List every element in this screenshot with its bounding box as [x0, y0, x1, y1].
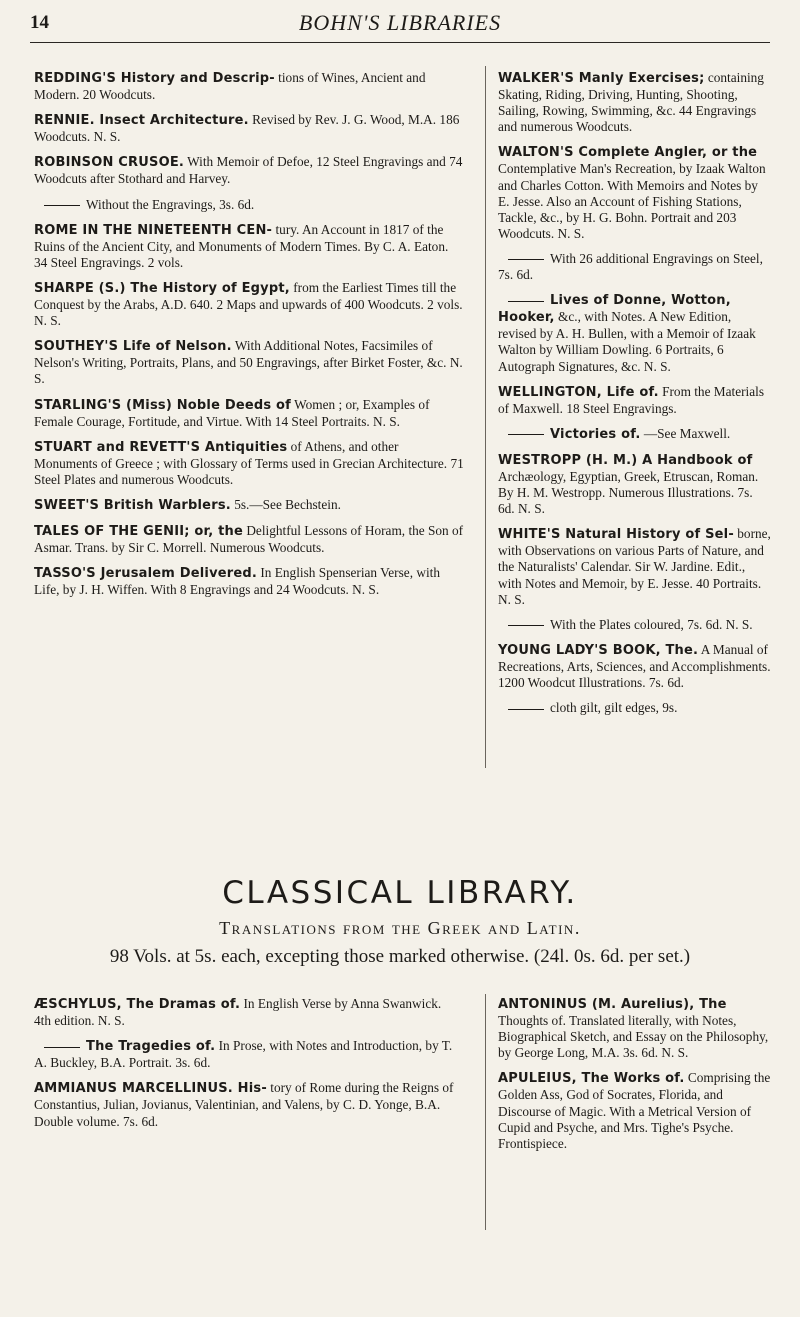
ditto-dash	[44, 1047, 80, 1048]
entry-description: With Memoir of Defoe, 12 Steel Engravings and 74 Woodcuts after Stothard and Harvey.	[34, 154, 463, 187]
catalogue-entry	[34, 222, 464, 271]
entry-heading: YOUNG LADY'S BOOK, The.	[498, 642, 699, 658]
catalogue-entry	[498, 251, 772, 283]
page-number: 14	[30, 12, 49, 33]
catalogue-entry	[498, 700, 772, 716]
classical-left-column	[34, 996, 458, 1139]
entry-heading: REDDING'S History and Descrip-	[34, 71, 275, 86]
entry-description: from the Earliest Times till the Conquest by the Arabs, A.D. 640. 2 Maps and upwards of 400 Woodcuts. 2 vols. N. S.	[34, 279, 463, 329]
classical-right-column	[498, 996, 772, 1161]
left-column	[34, 70, 464, 607]
entry-description: of Athens, and other Monuments of Greece ; with Glossary of Terms used in Grecian Architecture. 71 Steel Plates and numerous Woodcuts.	[34, 438, 464, 487]
entry-heading: TALES OF THE GENII; or, the	[34, 524, 243, 540]
section-title: CLASSICAL LIBRARY.	[222, 875, 578, 911]
catalogue-entry	[34, 280, 464, 329]
entry-heading: RENNIE. Insect Architecture.	[34, 113, 249, 129]
entry-description: With 26 additional Engravings on Steel, 7s. 6d.	[498, 250, 763, 283]
catalogue-entry	[34, 497, 464, 514]
ditto-dash	[508, 301, 544, 302]
entry-description: cloth gilt, gilt edges, 9s.	[550, 700, 678, 716]
entry-description: In English Spenserian Verse, with Life, by J. H. Wiffen. With 8 Engravings and 24 Woodcuts. N. S.	[34, 565, 440, 598]
entry-description: Contemplative Man's Recreation, by Izaak Walton and Charles Cotton. With Memoirs and Notes by E. Jesse. Also an Account of Fishing Stations, Tackle, &c., by H. G. Bohn. Portrait and 203 Woodcuts. N. S.	[498, 161, 766, 241]
catalogue-entry	[34, 197, 464, 213]
entry-description: —See Maxwell.	[643, 425, 731, 441]
entry-heading: The Tragedies of.	[86, 1039, 216, 1055]
header-rule	[30, 42, 770, 43]
entry-description: Without the Engravings, 3s. 6d.	[86, 196, 255, 212]
entry-description: With the Plates coloured, 7s. 6d. N. S.	[550, 616, 753, 632]
entry-description: tury. An Account in 1817 of the Ruins of the Ancient City, and Monuments of Modern Times. By C. A. Eaton. 34 Steel Engravings. 2 vols.	[34, 221, 449, 270]
catalogue-entry	[498, 144, 772, 242]
catalogue-entry	[498, 384, 772, 417]
catalogue-entry	[498, 292, 772, 374]
running-title: BOHN'S LIBRARIES	[298, 10, 502, 35]
classical-column-divider	[485, 994, 486, 1230]
catalogue-entry	[34, 523, 464, 556]
catalogue-entry	[34, 112, 464, 145]
entry-description: borne, with Observations on various Parts of Nature, and the Naturalists' Calendar. Sir W. Jardine. Edit., with Notes and Memoir, by E. Jesse. 40 Portraits. N. S.	[498, 526, 771, 607]
catalogue-entry	[498, 526, 772, 607]
entry-heading: WHITE'S Natural History of Sel-	[498, 527, 734, 543]
ditto-dash	[508, 434, 544, 435]
entry-description: Delightful Lessons of Horam, the Son of Asmar. Trans. by Sir C. Morrell. Numerous Woodcuts.	[34, 523, 464, 556]
catalogue-entry	[498, 426, 772, 443]
catalogue-entry	[34, 70, 464, 103]
entry-description: In Prose, with Notes and Introduction, by T. A. Buckley, B.A. Portrait. 3s. 6d.	[34, 1038, 453, 1071]
catalogue-entry	[34, 1080, 458, 1129]
entry-description: tions of Wines, Ancient and Modern. 20 Woodcuts.	[34, 70, 426, 103]
entry-heading: STARLING'S (Miss) Noble Deeds of	[34, 397, 292, 413]
section-note: 98 Vols. at 5s. each, excepting those marked otherwise. (24l. 0s. 6d. per set.)	[109, 946, 691, 967]
entry-description: 5s.—See Bechstein.	[234, 496, 341, 512]
catalogue-entry	[498, 70, 772, 135]
entry-heading: STUART and REVETT'S Antiquities	[34, 439, 288, 455]
entry-description: tory of Rome during the Reigns of Constantius, Julian, Jovianus, Valentinian, and Valens, by C. D. Yonge, B.A. Double volume. 7s. 6d.	[34, 1080, 454, 1129]
entry-heading: SOUTHEY'S Life of Nelson.	[34, 339, 232, 355]
entry-heading: TASSO'S Jerusalem Delivered.	[34, 566, 258, 582]
entry-description: Thoughts of. Translated literally, with Notes, Biographical Sketch, and Essay on the Philosophy, by George Long, M.A. 3s. 6d. N. S.	[498, 1013, 769, 1061]
catalogue-entry	[34, 1038, 458, 1071]
entry-heading: WALKER'S Manly Exercises;	[498, 71, 705, 86]
catalogue-entry	[34, 565, 464, 598]
entry-heading: WESTROPP (H. M.) A Handbook of	[498, 452, 753, 468]
entry-description: containing Skating, Riding, Driving, Hunting, Shooting, Sailing, Rowing, Swimming, &c. 44 Engravings and numerous Woodcuts.	[498, 70, 764, 135]
entry-description: With Additional Notes, Facsimiles of Nelson's Writing, Portraits, Plans, and 50 Engravings, after Birket Foster, &c. N. S.	[34, 338, 463, 387]
ditto-dash	[508, 259, 544, 260]
entry-heading: ROME IN THE NINETEENTH CEN-	[34, 222, 273, 238]
catalogue-entry	[34, 996, 458, 1029]
entry-description: Revised by Rev. J. G. Wood, M.A. 186 Woodcuts. N. S.	[34, 112, 460, 145]
entry-heading: WELLINGTON, Life of.	[498, 384, 659, 400]
catalogue-entry	[498, 617, 772, 633]
running-head	[30, 6, 770, 42]
entry-heading: WALTON'S Complete Angler, or the	[498, 145, 758, 161]
catalogue-entry	[34, 439, 464, 488]
entry-description: Comprising the Golden Ass, God of Socrates, Florida, and Discourse of Magic. With a Metrical Version of Cupid and Psyche, and Mrs. Tighe's Psyche. Frontispiece.	[498, 1070, 771, 1151]
entry-description: Women ; or, Examples of Female Courage, Fortitude, and Virtue. With 14 Steel Portraits. N. S.	[34, 396, 430, 429]
ditto-dash	[508, 709, 544, 710]
catalogue-entry	[498, 996, 772, 1061]
entry-description: From the Materials of Maxwell. 18 Steel Engravings.	[498, 383, 765, 416]
entry-heading: Victories of.	[550, 426, 641, 442]
entry-heading: ROBINSON CRUSOE.	[34, 155, 185, 171]
ditto-dash	[44, 205, 80, 206]
section-subtitle: Translations from the Greek and Latin.	[219, 918, 581, 938]
entry-heading: SWEET'S British Warblers.	[34, 497, 231, 513]
entry-description: &c., with Notes. A New Edition, revised by A. H. Bullen, with a Memoir of Izaak Walton by William Dowling. 6 Portraits, 6 Autograph Signatures, &c. N. S.	[498, 309, 756, 374]
entry-heading: APULEIUS, The Works of.	[498, 1071, 685, 1087]
catalogue-entry	[34, 397, 464, 430]
entry-description: In English Verse by Anna Swanwick. 4th edition. N. S.	[34, 996, 442, 1029]
entry-heading: Lives of Donne, Wotton, Hooker,	[498, 293, 731, 326]
catalogue-entry	[34, 338, 464, 387]
ditto-dash	[508, 625, 544, 626]
column-divider	[485, 66, 486, 768]
catalogue-entry	[498, 642, 772, 691]
catalogue-entry	[34, 154, 464, 187]
entry-heading: ÆSCHYLUS, The Dramas of.	[34, 997, 241, 1012]
catalogue-entry	[498, 452, 772, 517]
entry-heading: ANTONINUS (M. Aurelius), The	[498, 997, 727, 1012]
entry-description: A Manual of Recreations, Arts, Sciences, and Accomplishments. 1200 Woodcut Illustrations. 7s. 6d.	[498, 641, 771, 690]
entry-heading: AMMIANUS MARCELLINUS. His-	[34, 1081, 267, 1097]
catalogue-entry	[498, 1070, 772, 1151]
right-column	[498, 70, 772, 725]
entry-description: Archæology, Egyptian, Greek, Etruscan, Roman. By H. M. Westropp. Numerous Illustrations. 7s. 6d. N. S.	[498, 468, 759, 517]
entry-heading: SHARPE (S.) The History of Egypt,	[34, 280, 290, 296]
